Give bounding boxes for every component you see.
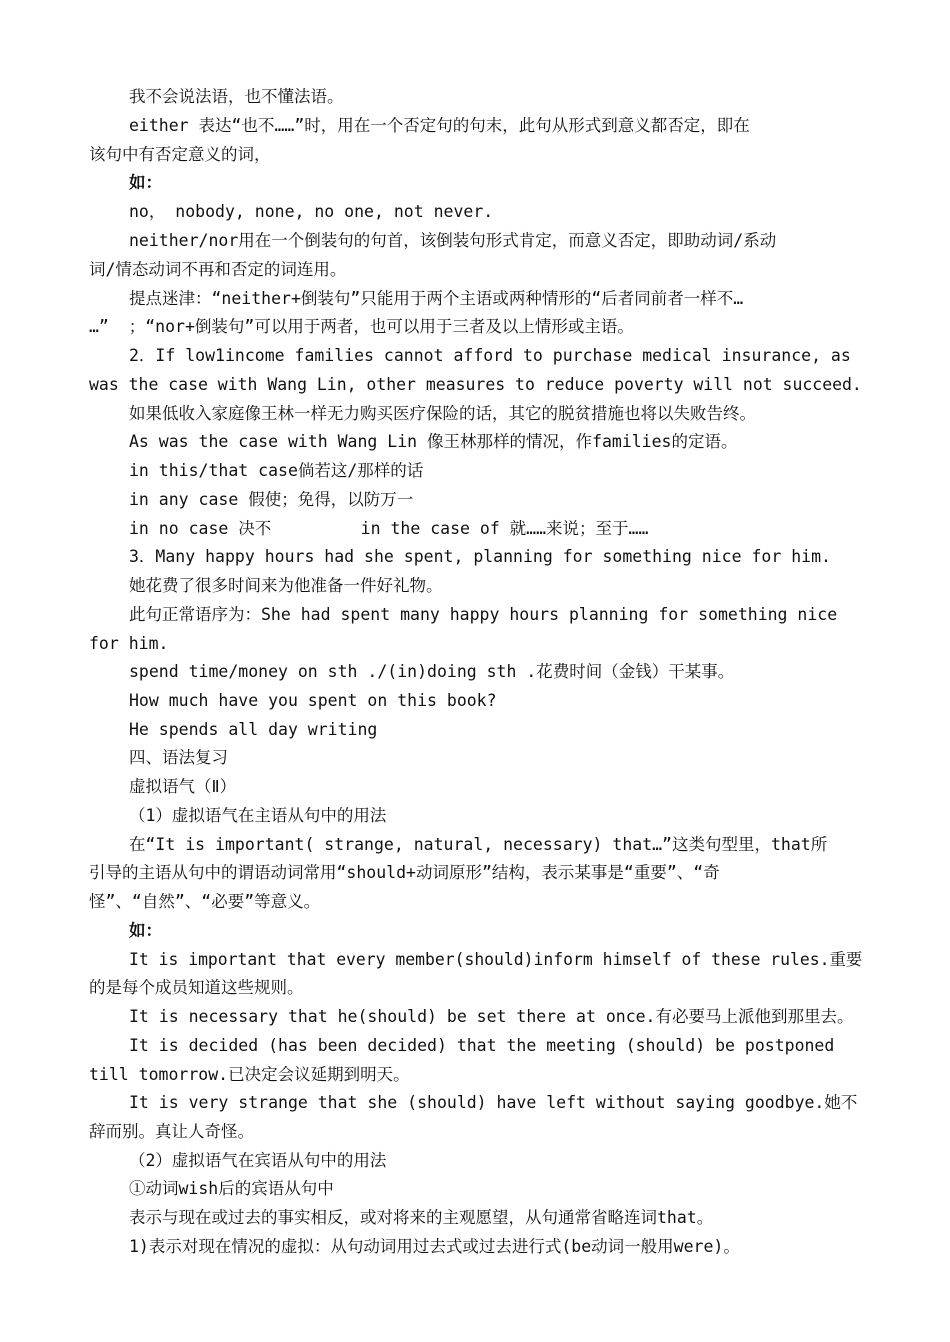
text-line: 3．Many happy hours had she spent, planning for something nice for him.	[129, 547, 831, 566]
text-line: was the case with Wang Lin, other measures to reduce poverty will not succeed.	[89, 375, 862, 394]
text-line: 她花费了很多时间来为他准备一件好礼物。	[129, 576, 443, 595]
text-line: no， nobody, none, no one, not never.	[129, 202, 494, 221]
text-line: It is very strange that she (should) have left without saying goodbye.她不	[129, 1093, 858, 1112]
subsection-heading: （2）虚拟语气在宾语从句中的用法	[129, 1151, 387, 1170]
text-line: It is necessary that he(should) be set there at once.有必要马上派他到那里去。	[129, 1007, 854, 1026]
text-line: It is decided (has been decided) that the meeting (should) be postponed	[129, 1036, 835, 1055]
text-line: either 表达“也不……”时，用在一个否定句的句末，此句从形式到意义都否定，即在	[129, 116, 750, 135]
text-line: As was the case with Wang Lin 像王林那样的情况，作families的定语。	[129, 432, 738, 451]
text-line: in any case 假使；免得，以防万一	[129, 490, 414, 509]
text-line: 1)表示对现在情况的虚拟：从句动词用过去式或过去进行式(be动词一般用were)。	[129, 1237, 740, 1256]
text-line: How much have you spent on this book?	[129, 691, 497, 710]
text-line: 词/情态动词不再和否定的词连用。	[89, 260, 347, 279]
text-line: 怪”、“自然”、“必要”等意义。	[89, 892, 321, 911]
text-line-bold: 如：	[129, 921, 162, 940]
text-line: 我不会说法语，也不懂法语。	[129, 87, 344, 106]
text-line: till tomorrow.已决定会议延期到明天。	[89, 1065, 410, 1084]
text-line: 此句正常语序为：She had spent many happy hours planning for something nice	[129, 605, 838, 624]
text-line: 表示与现在或过去的事实相反，或对将来的主观愿望，从句通常省略连词that。	[129, 1208, 714, 1227]
text-line: 的是每个成员知道这些规则。	[89, 978, 304, 997]
text-line: 2．If low1income families cannot afford to purchase medical insurance, as	[129, 346, 851, 365]
text-line: ①动词wish后的宾语从句中	[129, 1179, 334, 1198]
text-line: in this/that case倘若这/那样的话	[129, 461, 424, 480]
text-line: …” ；“nor+倒装句”可以用于两者，也可以用于三者及以上情形或主语。	[89, 317, 634, 336]
section-heading: 四、语法复习	[129, 748, 228, 767]
text-line: for him.	[89, 634, 169, 653]
text-line: 提点迷津：“neither+倒装句”只能用于两个主语或两种情形的“后者同前者一样不…	[129, 289, 744, 308]
text-line: 辞而别。真让人奇怪。	[89, 1122, 254, 1141]
text-line: in no case 决不 in the case of 就……来说；至于……	[129, 519, 649, 538]
text-line: 该句中有否定意义的词，	[89, 145, 271, 164]
text-line: spend time/money on sth ./(in)doing sth .花费时间（金钱）干某事。	[129, 662, 735, 681]
text-line: neither/nor用在一个倒装句的句首，该倒装句形式肯定，而意义否定，即助动词/系动	[129, 231, 777, 250]
subsection-heading: （1）虚拟语气在主语从句中的用法	[129, 806, 387, 825]
text-line: It is important that every member(should)inform himself of these rules.重要	[129, 950, 863, 969]
text-line: 如果低收入家庭像王林一样无力购买医疗保险的话，其它的脱贫措施也将以失败告终。	[129, 404, 756, 423]
subsection-heading: 虚拟语气（Ⅱ）	[129, 777, 237, 796]
text-line: He spends all day writing	[129, 720, 378, 739]
text-line: 在“It is important( strange, natural, necessary) that…”这类句型里，that所	[129, 835, 828, 854]
text-line-bold: 如：	[129, 173, 162, 192]
text-line: 引导的主语从句中的谓语动词常用“should+动词原形”结构，表示某事是“重要”、“奇	[89, 863, 720, 882]
